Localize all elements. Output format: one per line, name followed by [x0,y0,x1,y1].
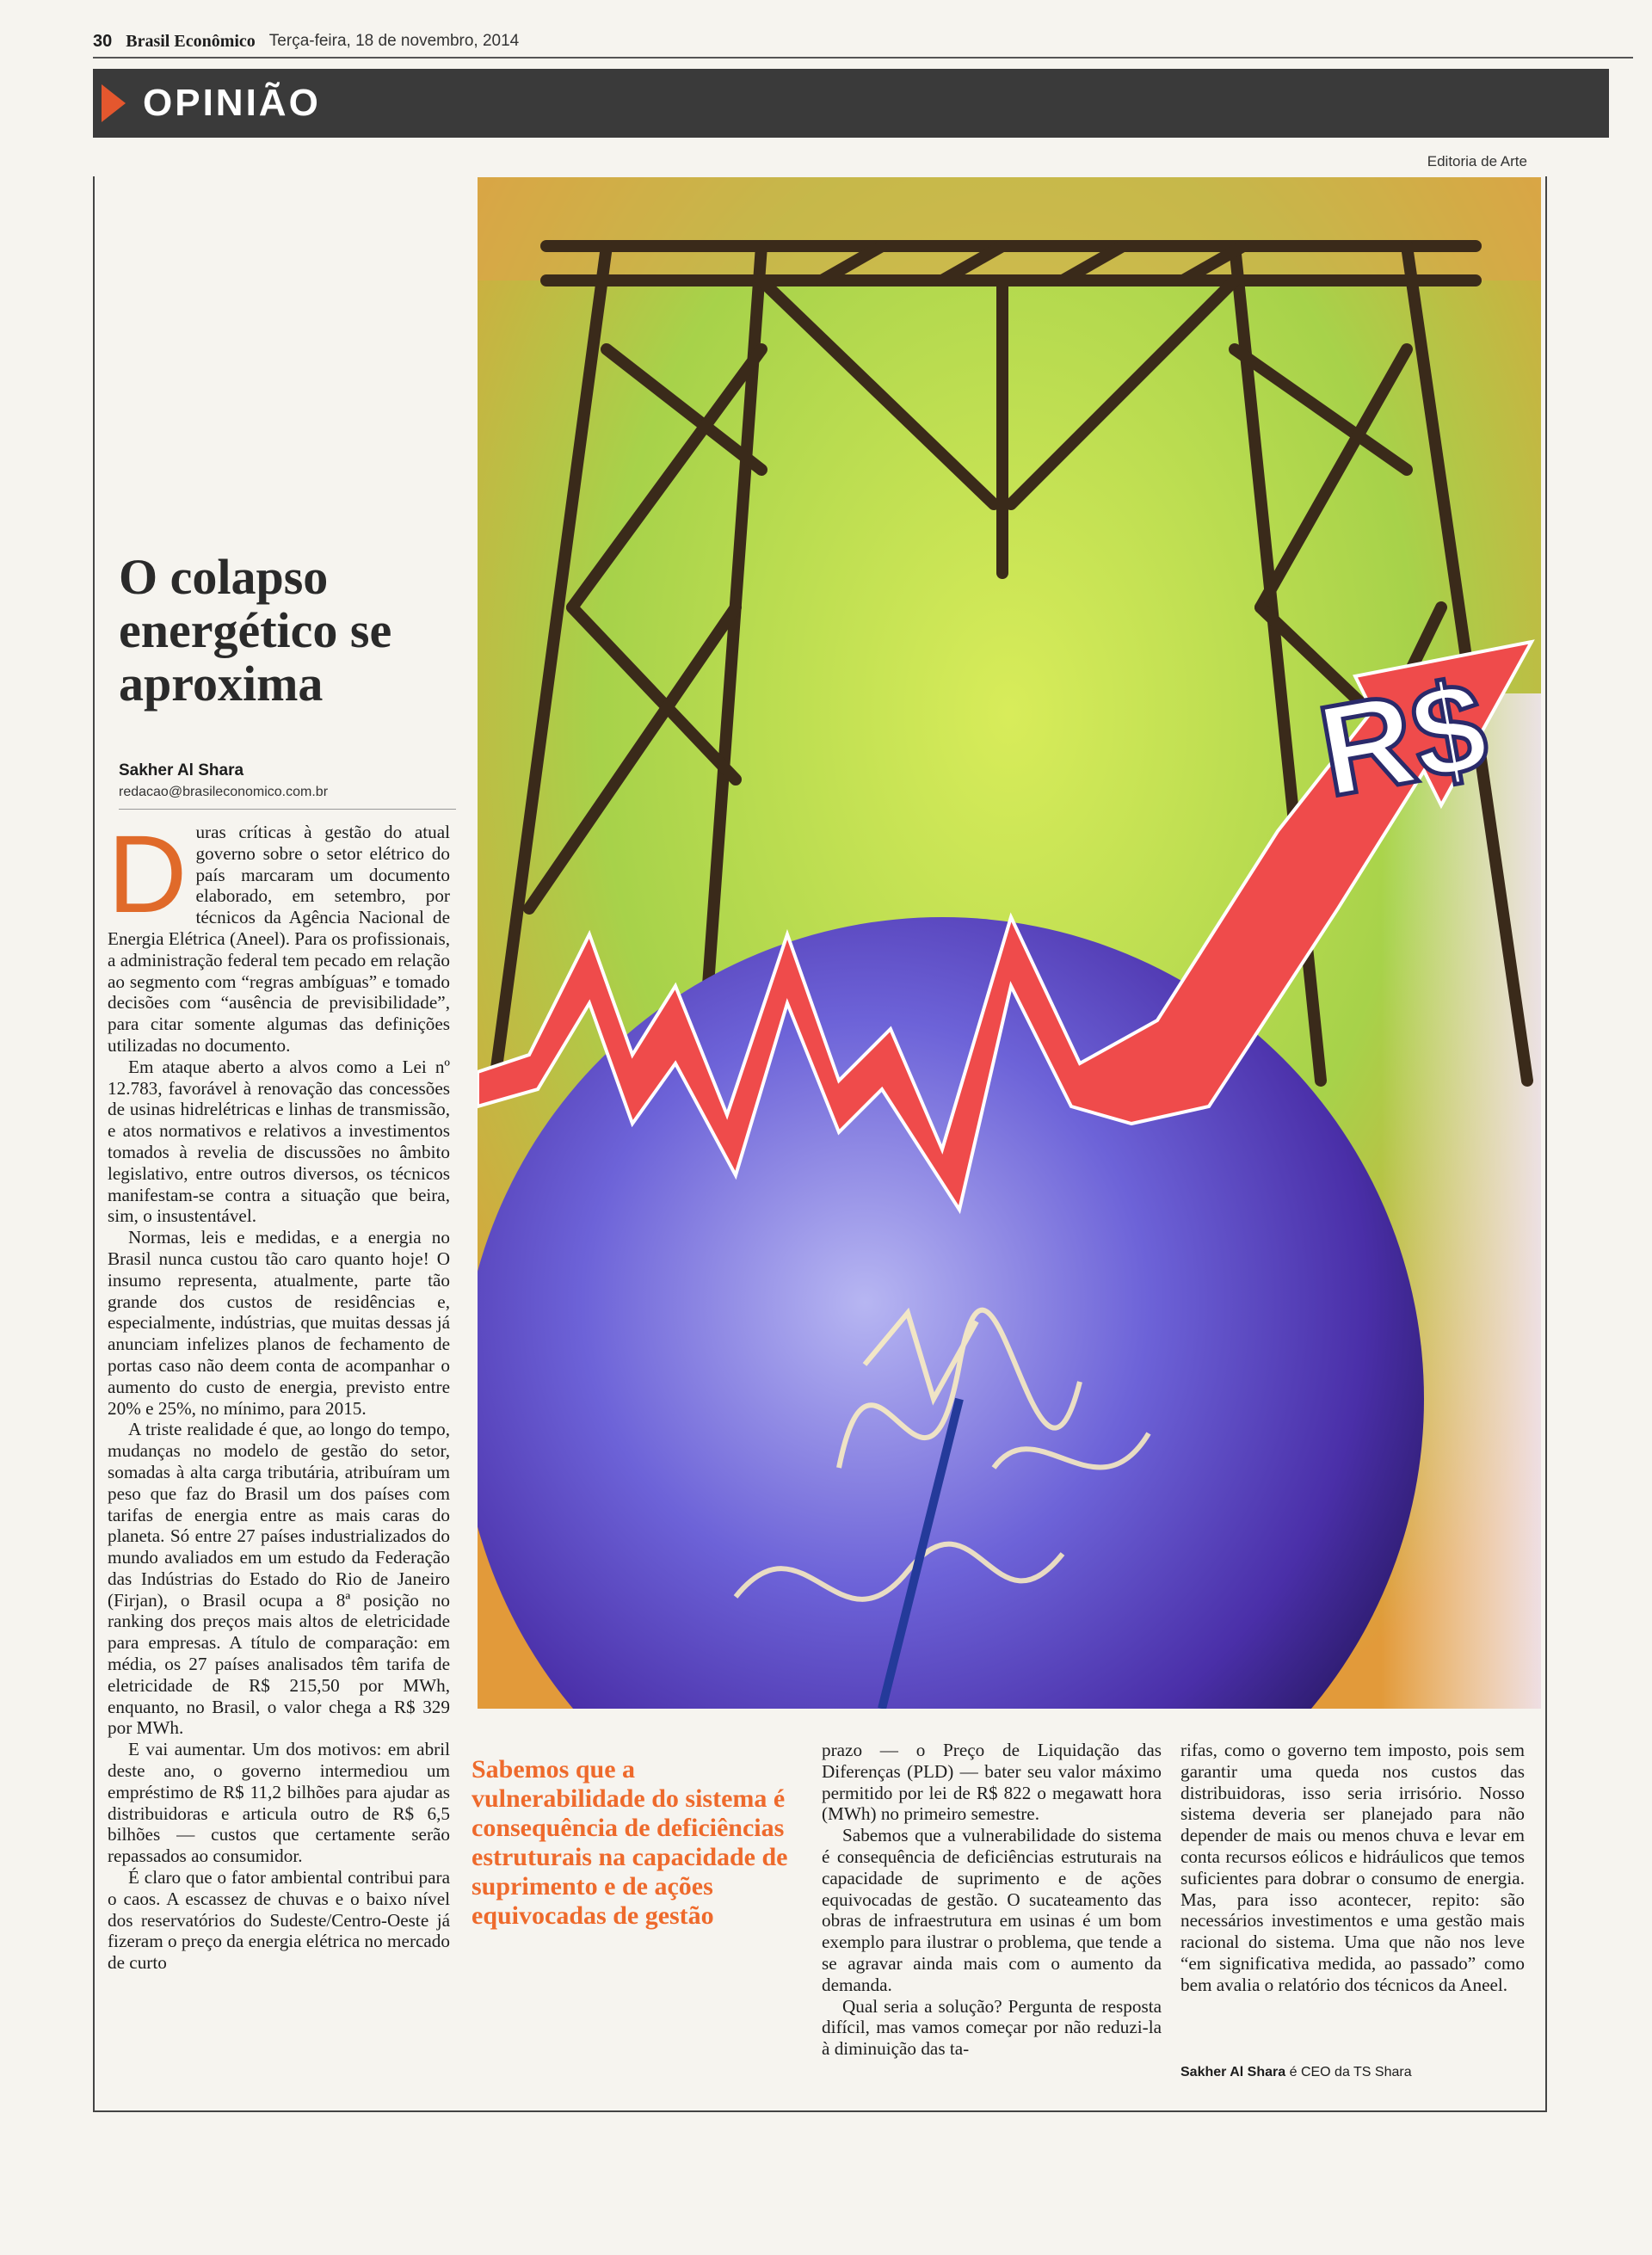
masthead [93,26,1633,59]
drop-cap: D [108,813,188,936]
article-column-3 [822,1740,1162,2060]
section-label: OPINIÃO [143,82,321,124]
page-number: 30 [93,31,113,51]
article-column-4 [1180,1740,1525,1996]
section-bar [93,69,1609,138]
paragraph: Normas, leis e medidas, e a energia no Brasil nunca custou tão caro quanto hoje! O insumo representa, atualmente, parte tão grande dos custos de residências e, especialmente, indústrias, que muitas dessas já anunciam infelizes planos de fechamento de portas caso não deem conta de acompanhar o aumento do custo de energia, previsto entre 20% e 25%, no mínimo, para 2015. [108,1227,450,1419]
paragraph: rifas, como o governo tem imposto, pois sem garantir uma queda nos custos das distribuidoras, isso seria irrisório. Nosso sistema deveria ser planejado para não depender de mais ou menos chuva e levar em conta recursos eólicos e hidráulicos que temos suficientes para dobrar o consumo de energia. Mas, para isso acontecer, repito: são necessários investimentos e uma gestão mais racional do sistema. Uma que não nos leve “em significativa medida, ao passado” como bem avalia o relatório dos técnicos da Aneel. [1180,1740,1525,1995]
paragraph: prazo — o Preço de Liquidação das Diferenças (PLD) — bater seu valor máximo permitido por lei de R$ 822 o megawatt hora (MWh) no primeiro semestre. [822,1740,1162,1825]
paragraph: É claro que o fator ambiental contribui para o caos. A escassez de chuvas e o baixo nível dos reservatórios do Sudeste/Centro-Oeste já fizeram o preço da energia elétrica no mercado de curto [108,1867,450,1974]
currency-symbol: R$ [1309,652,1497,824]
illustration-credit: Editoria de Arte [1427,153,1527,169]
paragraph: Qual seria a solução? Pergunta de resposta difícil, mas vamos começar por não reduzi-la à diminuição das ta- [822,1995,1162,2060]
signature-name: Sakher Al Shara [1180,2065,1286,2079]
issue-date: Terça-feira, 18 de novembro, 2014 [268,32,520,50]
headline: O colapso energético se aproxima [119,549,392,712]
article-column-1 [108,813,450,1974]
paragraph: Sabemos que a vulnerabilidade do sistema é consequência de deficiências estruturais na capacidade de suprimento e de ações equivocadas de gestão. O sucateamento das obras de infraestrutura em usinas é um bom exemplo para ilustrar o problema, que tende a se agravar ainda mais com o aumento da demanda. [822,1825,1162,1995]
byline-divider [119,809,456,810]
signature-role: é CEO da TS Shara [1289,2065,1412,2079]
author-name: Sakher Al Shara [119,761,244,779]
paragraph: Em ataque aberto a alvos como a Lei nº 12.783, favorável à renovação das concessões de usinas hidrelétricas e linhas de transmissão, e atos normativos e relativos a investimentos tomados à revelia de discussões no âmbito legislativo, entre outros diversos, os técnicos manifestam-se contra a situação que beira, sim, o insustentável. [108,1056,450,1227]
paragraph: A triste realidade é que, ao longo do tempo, mudanças no modelo de gestão do setor, somadas à alta carga tributária, atribuíram um peso que faz do Brasil um dos países com tarifas de energia entre as mais caras do planeta. Só entre 27 países industrializados do mundo avaliados em um estudo da Federação das Indústrias do Estado do Rio de Janeiro (Firjan), o Brasil ocupa a 8ª posição no ranking dos preços mais altos de eletricidade para empresas. A título de comparação: em média, os 27 países analisados têm tarifa de eletricidade de R$ 215,50 por MWh, enquanto, no Brasil, o valor chega a R$ 329 por MWh. [108,1419,450,1739]
newspaper-name: Brasil Econômico [126,31,256,51]
paragraph: E vai aumentar. Um dos motivos: em abril deste ano, o governo intermediou um empréstimo de R$ 11,2 bilhões para ajudar as distribuidoras e articula outro de R$ 6,5 bilhões — custos que certamente serão repassados ao consumidor. [108,1739,450,1867]
author-signature [1180,2065,1412,2080]
paragraph: uras críticas à gestão do atual governo sobre o setor elétrico do país marcaram um documento elaborado, em setembro, por técnicos da Agência Nacional de Energia Elétrica (Aneel). Para os profissionais, a administração federal tem pecado em relação ao segmento com “regras ambíguas” e tomado decisões com “ausência de previsibilidade”, para citar somente algumas das definições utilizadas no documento. [108,822,450,1056]
pull-quote: Sabemos que a vulnerabilidade do sistema é consequência de deficiências estruturais na capacidade de suprimento e de ações equivocadas de gestão [472,1755,788,1930]
illustration [478,177,1541,1709]
section-triangle-icon [102,84,126,122]
author-email: redacao@brasileconomico.com.br [119,785,329,799]
